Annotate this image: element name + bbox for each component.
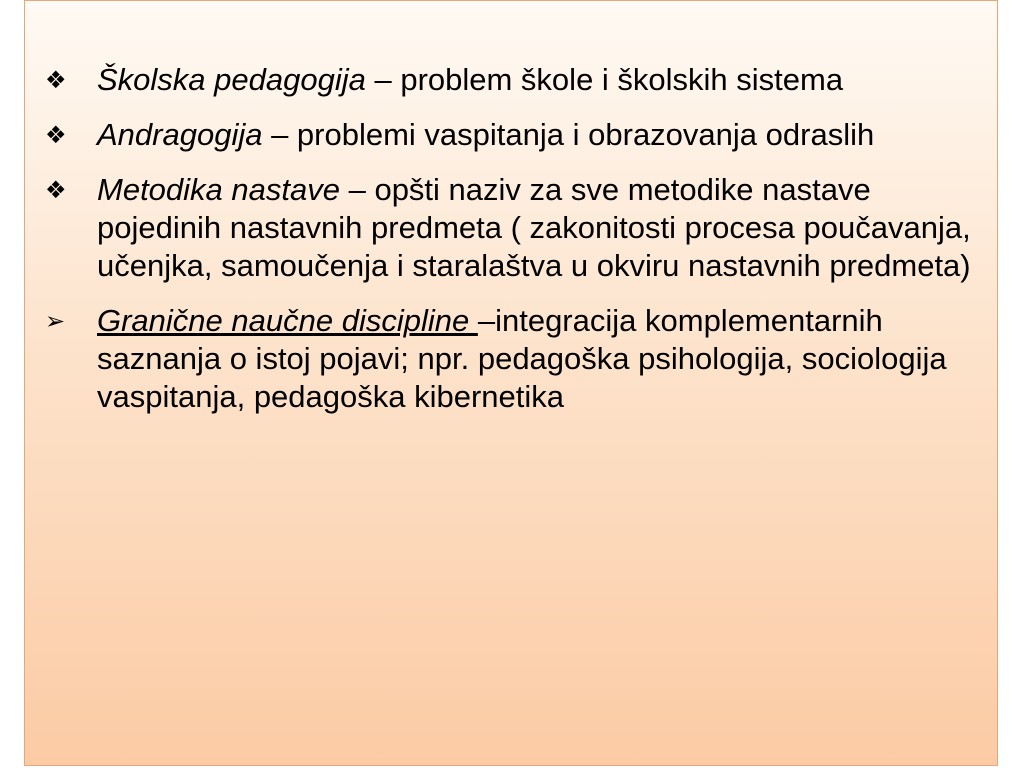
item-text: –integracija komplementarnih saznanja o istoj pojavi; npr. pedagoška psihologija, sociologija vaspitanja, pedagoška kibernetika: [97, 303, 947, 414]
list-item: [45, 171, 995, 285]
item-term: Metodika nastave: [97, 172, 340, 207]
list-item: [45, 302, 995, 416]
item-text: – opšti naziv za sve metodike nastave pojedinih nastavnih predmeta ( zakonitosti procesa poučavanja, učenjka, samoučenja i staralaštva u okviru nastavnih predmeta): [97, 172, 971, 283]
item-term: Školska pedagogija: [97, 62, 366, 97]
bullet-list: [45, 61, 995, 433]
item-term: Andragogija: [97, 117, 263, 152]
list-item: [45, 61, 995, 99]
item-term: Granične naučne discipline: [97, 303, 478, 338]
content-panel: [24, 0, 998, 766]
diamond-bullet-icon: ❖: [45, 66, 67, 94]
diamond-bullet-icon: ❖: [45, 176, 67, 204]
item-text: – problemi vaspitanja i obrazovanja odraslih: [262, 117, 875, 152]
diamond-bullet-icon: ❖: [45, 121, 67, 149]
list-item: [45, 116, 995, 154]
arrow-bullet-icon: ➢: [45, 307, 66, 335]
item-text: – problem škole i školskih sistema: [365, 62, 844, 97]
